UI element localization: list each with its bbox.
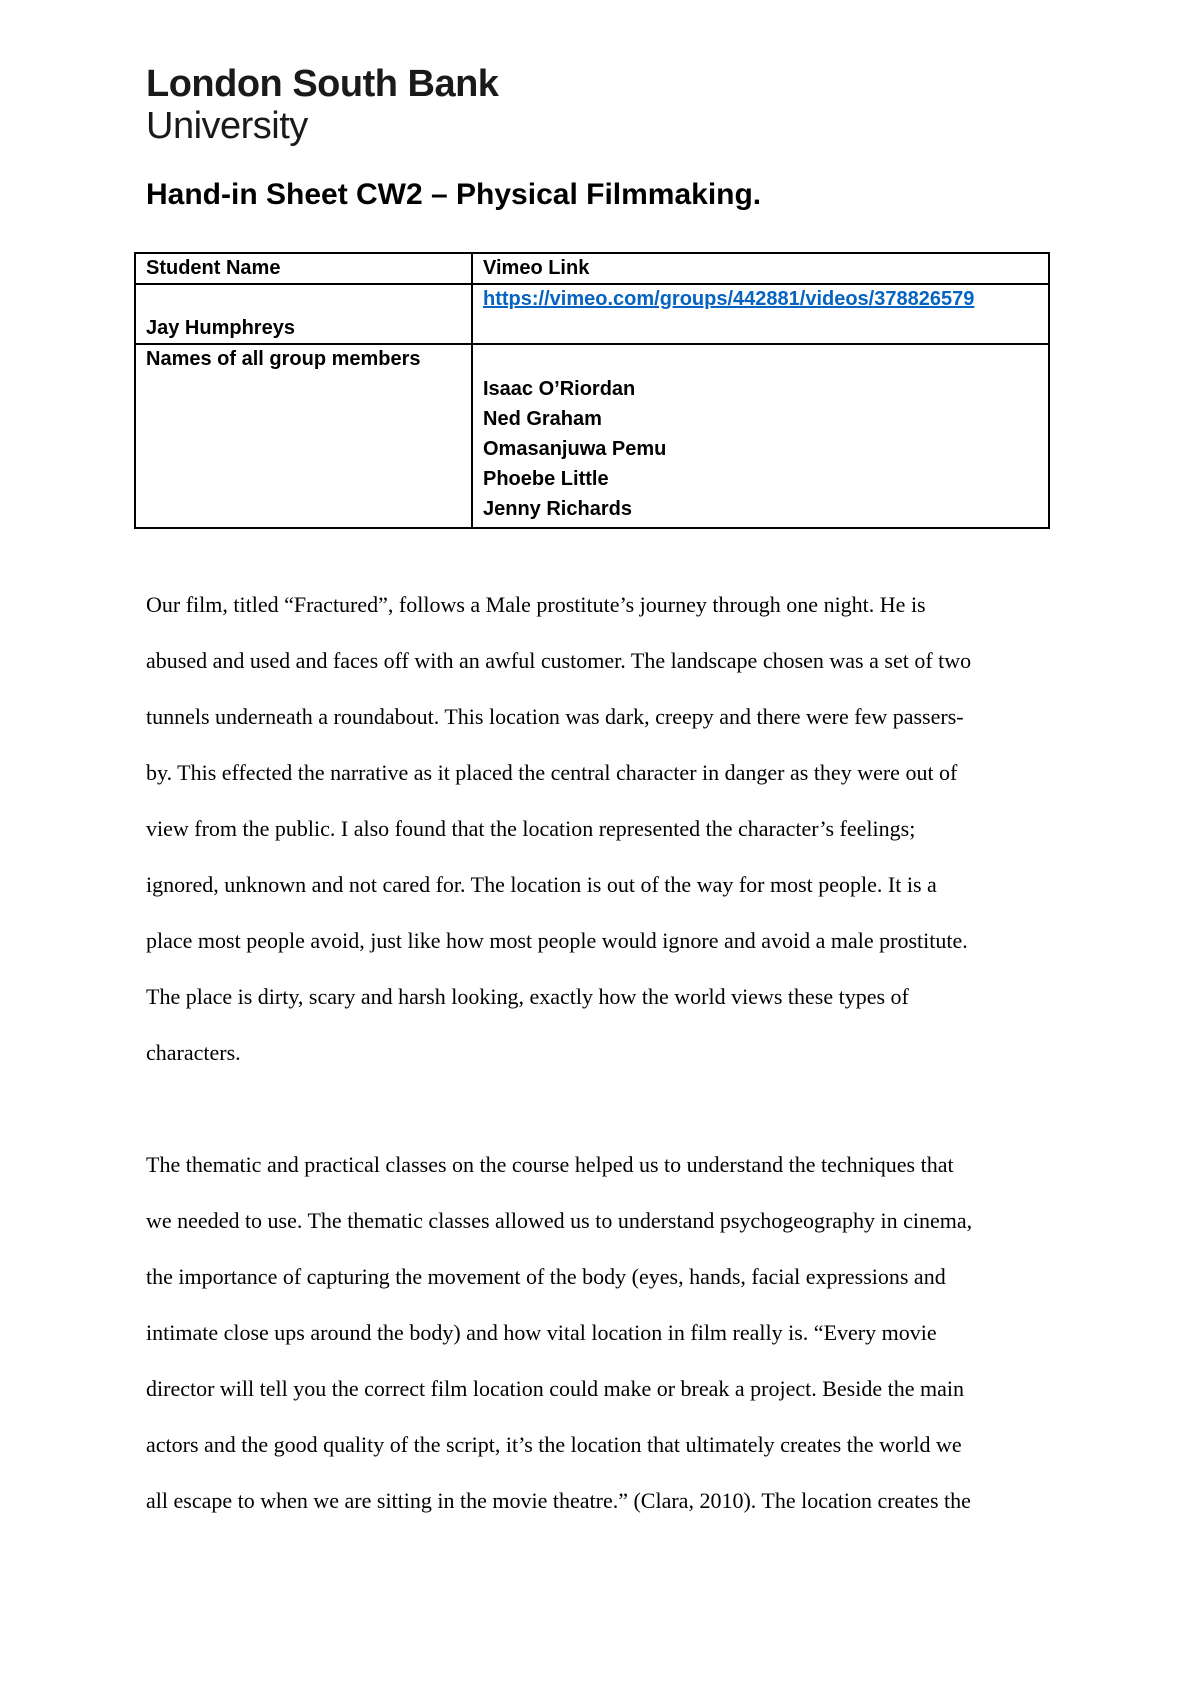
table-header-row <box>135 253 1049 284</box>
members-label: Names of all group members <box>135 344 472 528</box>
paragraph-2 <box>146 1137 1066 1529</box>
text-line: Our film, titled “Fractured”, follows a Male prostitute’s journey through one night. He is <box>146 592 926 617</box>
member-item: Ned Graham <box>483 408 602 430</box>
text-line: place most people avoid, just like how most people would ignore and avoid a male prostitute. <box>146 928 968 953</box>
text-line: view from the public. I also found that the location represented the character’s feelings; <box>146 816 916 841</box>
member-item: Omasanjuwa Pemu <box>483 438 667 460</box>
student-name-value: Jay Humphreys <box>135 284 472 344</box>
header-student-name: Student Name <box>135 253 472 284</box>
table-row-student <box>135 284 1049 344</box>
body-text <box>146 577 1066 1529</box>
text-line: ignored, unknown and not cared for. The location is out of the way for most people. It is a <box>146 872 937 897</box>
logo-line-1: London South Bank <box>146 63 499 105</box>
member-item: Phoebe Little <box>483 468 609 490</box>
text-line: characters. <box>146 1040 241 1065</box>
logo-line-2: University <box>146 105 308 147</box>
text-line: The place is dirty, scary and harsh looking, exactly how the world views these types of <box>146 984 909 1009</box>
member-item: Jenny Richards <box>483 498 632 520</box>
vimeo-link-cell <box>472 284 1049 344</box>
text-line: the importance of capturing the movement of the body (eyes, hands, facial expressions and <box>146 1264 946 1289</box>
university-logo <box>146 62 498 146</box>
member-item: Isaac O’Riordan <box>483 378 636 400</box>
table-row-members <box>135 344 1049 528</box>
paragraph-1 <box>146 577 1066 1081</box>
text-line: director will tell you the correct film location could make or break a project. Beside the main <box>146 1376 964 1401</box>
text-line: we needed to use. The thematic classes allowed us to understand psychogeography in cinema, <box>146 1208 973 1233</box>
hand-in-table <box>134 252 1050 529</box>
page-title: Hand-in Sheet CW2 – Physical Filmmaking. <box>146 178 762 211</box>
header-vimeo-link: Vimeo Link <box>472 253 1049 284</box>
text-line: by. This effected the narrative as it placed the central character in danger as they were out of <box>146 760 958 785</box>
text-line: all escape to when we are sitting in the movie theatre.” (Clara, 2010). The location creates the <box>146 1488 971 1513</box>
members-cell <box>472 344 1049 528</box>
text-line: abused and used and faces off with an awful customer. The landscape chosen was a set of two <box>146 648 972 673</box>
paragraph-gap <box>146 1081 1066 1137</box>
text-line: tunnels underneath a roundabout. This location was dark, creepy and there were few passers- <box>146 704 964 729</box>
members-list <box>483 374 1038 524</box>
vimeo-link[interactable]: https://vimeo.com/groups/442881/videos/378826579 <box>483 288 975 310</box>
text-line: intimate close ups around the body) and how vital location in film really is. “Every movie <box>146 1320 937 1345</box>
text-line: The thematic and practical classes on the course helped us to understand the techniques that <box>146 1152 954 1177</box>
text-line: actors and the good quality of the script, it’s the location that ultimately creates the world we <box>146 1432 962 1457</box>
